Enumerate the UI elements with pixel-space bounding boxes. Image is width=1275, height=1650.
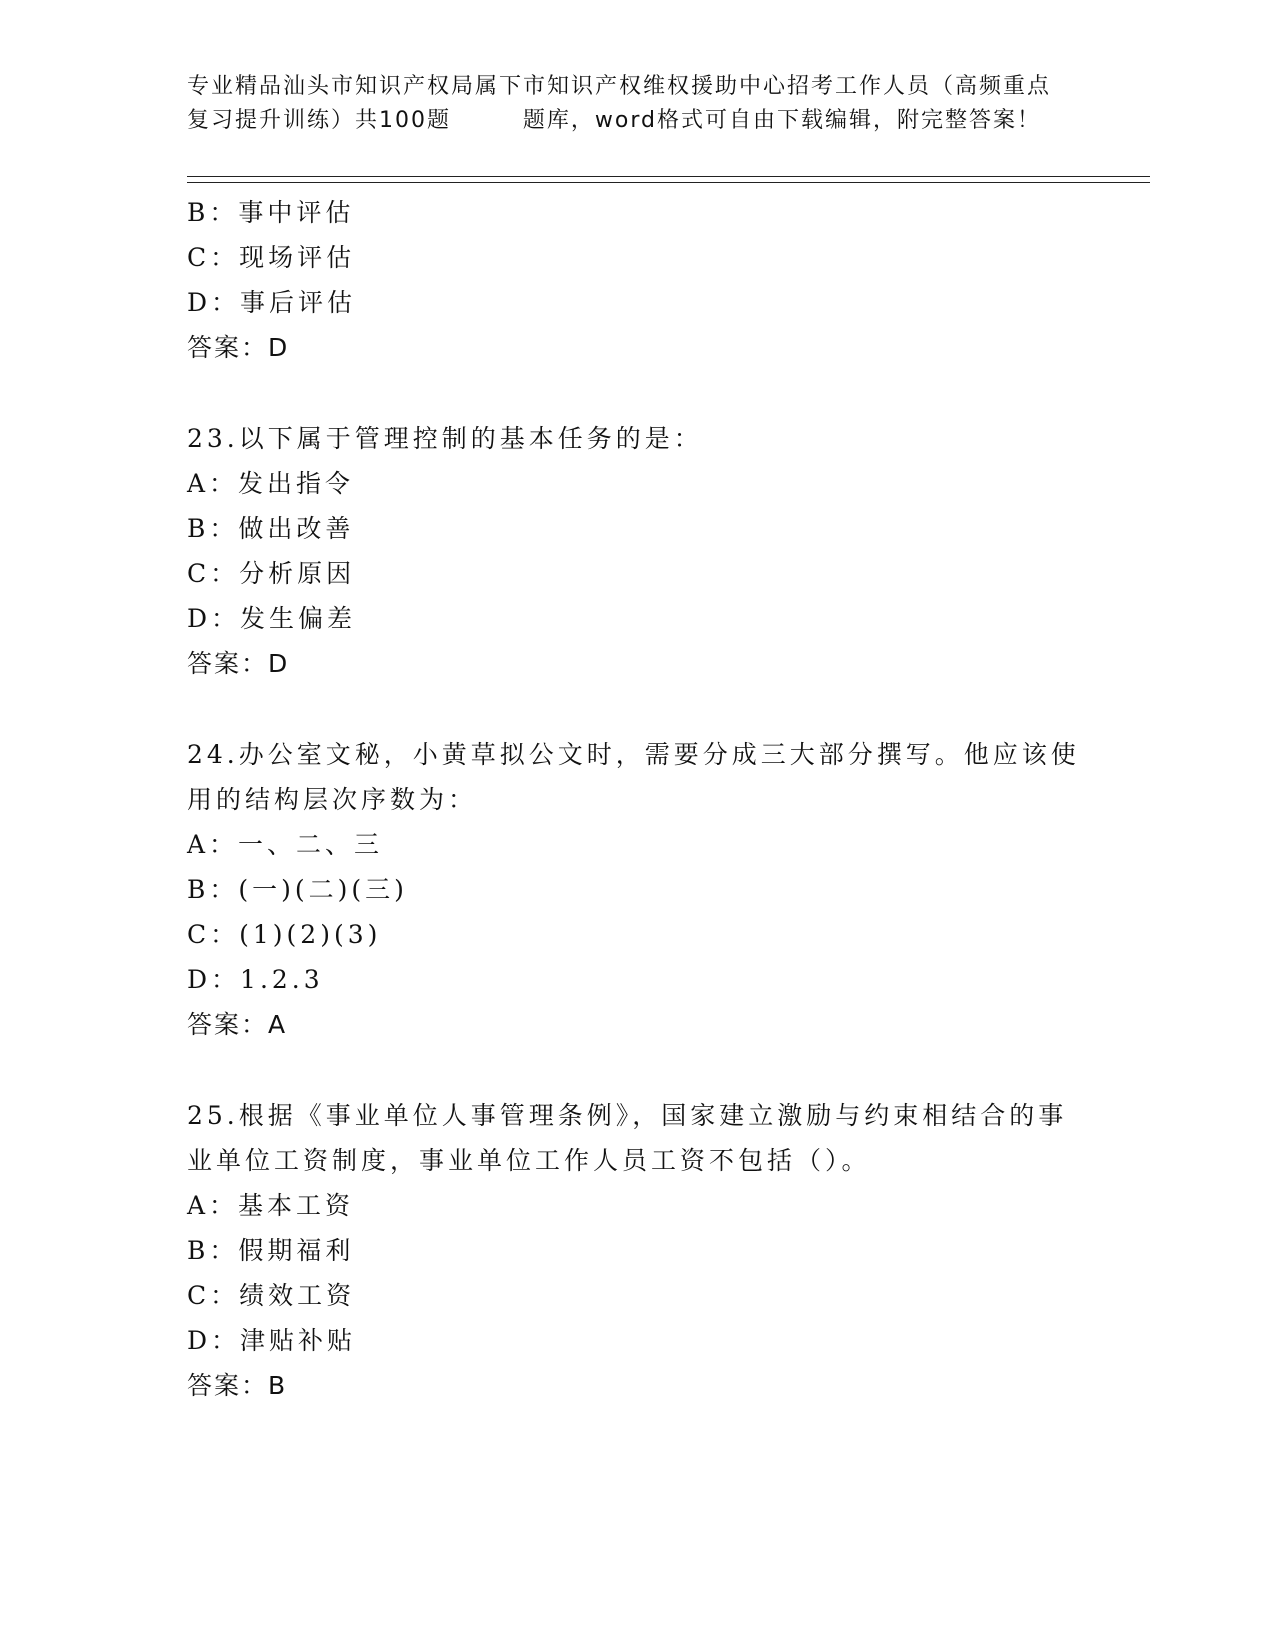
question-stem-line-2: 业单位工资制度，事业单位工作人员工资不包括（）。 [187, 1146, 871, 1175]
option-d: D：1.2.3 [187, 965, 324, 994]
header-title-line-2: 复习提升训练）共100题 题库，word格式可自由下载编辑，附完整答案！ [187, 108, 1042, 133]
option-c: C：现场评估 [187, 243, 356, 272]
question-22-continued [187, 190, 1087, 370]
option-d: D：事后评估 [187, 288, 357, 317]
option-c: C：绩效工资 [187, 1281, 356, 1310]
header-divider-top [187, 176, 1150, 177]
option-d: D：发生偏差 [187, 604, 357, 633]
header-divider-bottom [187, 182, 1150, 183]
option-a: A：发出指令 [187, 469, 355, 498]
option-a: A：基本工资 [187, 1191, 355, 1220]
question-list [187, 190, 1087, 1408]
option-b: B：事中评估 [187, 198, 355, 227]
answer-line: 答案：B [187, 1371, 288, 1400]
option-b: B：做出改善 [187, 514, 355, 543]
header-title-line-1: 专业精品汕头市知识产权局属下市知识产权维权援助中心招考工作人员（高频重点 [187, 74, 1052, 99]
answer-line: 答案：A [187, 1010, 288, 1039]
question-stem-line-1: 24.办公室文秘，小黄草拟公文时，需要分成三大部分撰写。他应该使 [187, 740, 1080, 769]
option-c: C：(1)(2)(3) [187, 920, 382, 949]
question-24 [187, 732, 1087, 1047]
answer-line: 答案：D [187, 333, 290, 362]
question-stem: 23.以下属于管理控制的基本任务的是： [187, 424, 703, 453]
question-25 [187, 1093, 1087, 1408]
option-a: A：一、二、三 [187, 830, 384, 859]
option-b: B：(一)(二)(三) [187, 875, 408, 904]
option-c: C：分析原因 [187, 559, 356, 588]
question-stem-line-1: 25.根据《事业单位人事管理条例》，国家建立激励与约束相结合的事 [187, 1101, 1068, 1130]
question-stem-line-2: 用的结构层次序数为： [187, 785, 478, 814]
page-header [187, 70, 1107, 138]
question-23 [187, 416, 1087, 686]
answer-line: 答案：D [187, 649, 290, 678]
option-b: B：假期福利 [187, 1236, 355, 1265]
option-d: D：津贴补贴 [187, 1326, 357, 1355]
